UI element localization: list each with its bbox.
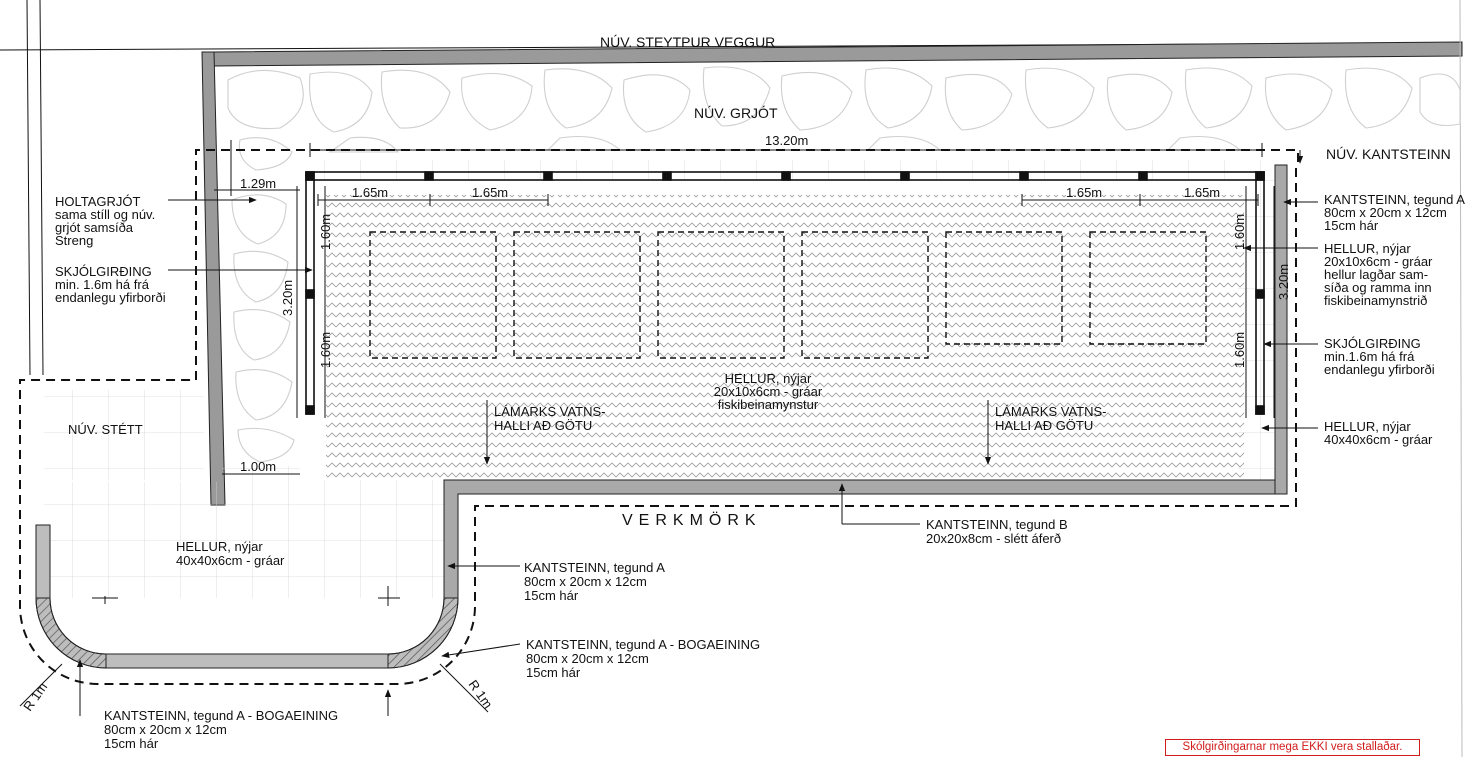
left-offset-dim: 1.29m xyxy=(240,176,277,191)
hellur-right-top-line-4: síða og ramma inn xyxy=(1324,280,1432,295)
holtagrjot-line-1: HOLTAGRJÓT xyxy=(55,194,141,209)
kant-a-bogi-right-line-1: KANTSTEINN, tegund A - BOGAEINING xyxy=(526,637,761,652)
paving-herringbone xyxy=(326,195,1244,480)
hellur-center-label xyxy=(714,371,823,412)
slope-1-line-2: HALLI AÐ GÖTU xyxy=(494,418,593,433)
slope-2-line-2: HALLI AÐ GÖTU xyxy=(995,418,1094,433)
shelter-left-line-3: endanlegu yfirborði xyxy=(55,290,166,305)
hellur-right-bottom-line-2: 40x40x6cm - gráar xyxy=(1324,432,1433,447)
fence-warning-note: Skólgirðingarnar mega EKKI vera stallaðar. xyxy=(1165,739,1420,756)
bay-2-dim: 1.65m xyxy=(472,185,509,200)
right-upper-dim: 1.60m xyxy=(1232,213,1247,250)
kant-a-top-line-1: KANTSTEINN, tegund A xyxy=(1324,192,1465,207)
kant-b-line-1: KANTSTEINN, tegund B xyxy=(926,517,1068,532)
stones-label: NÚV. GRJÓT xyxy=(694,105,778,121)
shelter-right-line-1: SKJÓLGIRÐING xyxy=(1324,336,1421,351)
shelter-right-line-3: endanlegu yfirborði xyxy=(1324,362,1435,377)
kant-b-line-2: 20x20x8cm - slétt áferð xyxy=(926,531,1062,546)
right-lower-dim: 1.60m xyxy=(1232,331,1247,368)
radius-right-dim: R 1m xyxy=(465,677,496,712)
hellur-right-top-line-3: hellur lagðar sam- xyxy=(1324,267,1429,282)
kant-a-bogi-bottom-label xyxy=(104,708,338,751)
kant-a-top-line-2: 80cm x 20cm x 12cm xyxy=(1324,205,1447,220)
shelter-right-label xyxy=(1324,336,1435,377)
holtagrjot-line-3: grjót samsíða xyxy=(55,220,134,235)
kant-a-mid-line-3: 15cm hár xyxy=(524,588,579,603)
bay-3-dim: 1.65m xyxy=(1066,185,1103,200)
shelter-left-line-2: min. 1.6m há frá xyxy=(55,277,149,292)
slope-1-line-1: LÁMARKS VATNS- xyxy=(494,404,606,419)
paving-40x40-bottom xyxy=(44,466,444,598)
kant-a-bogi-right-line-2: 80cm x 20cm x 12cm xyxy=(526,651,649,666)
kant-a-top-line-3: 15cm hár xyxy=(1324,218,1379,233)
paving-40x40-top-strip xyxy=(306,160,1276,180)
shelter-left-line-1: SKJÓLGIRÐING xyxy=(55,264,152,279)
slope-1-label xyxy=(494,404,605,433)
bay-1-dim: 1.65m xyxy=(352,185,389,200)
hellur-right-top-line-5: fiskibeinamynstrið xyxy=(1324,293,1428,308)
kant-a-bogi-right-label xyxy=(526,637,760,680)
kant-a-mid-line-2: 80cm x 20cm x 12cm xyxy=(524,574,647,589)
hellur-right-bottom-label xyxy=(1324,419,1433,447)
hellur-bottom-line-1: HELLUR, nýjar xyxy=(176,539,263,554)
work-boundary-label: VERKMÖRK xyxy=(622,512,762,529)
kant-a-mid-label xyxy=(524,560,665,603)
right-height-dim: 3.20m xyxy=(1276,263,1291,300)
hellur-right-top-line-1: HELLUR, nýjar xyxy=(1324,241,1411,256)
holtagrjot-label xyxy=(55,194,155,248)
shelter-left-label xyxy=(55,264,166,305)
hellur-right-top-line-2: 20x10x6cm - gráar xyxy=(1324,254,1433,269)
slope-2-label xyxy=(995,404,1106,433)
wall-label: NÚV. STEYTPUR VEGGUR xyxy=(600,34,776,50)
hellur-center-line-2: 20x10x6cm - gráar xyxy=(713,384,823,399)
kant-a-mid-line-1: KANTSTEINN, tegund A xyxy=(524,560,665,575)
holtagrjot-line-4: Streng xyxy=(55,233,94,248)
shelter-right-line-2: min.1.6m há frá xyxy=(1324,349,1415,364)
kant-a-bogi-right-line-3: 15cm hár xyxy=(526,665,581,680)
kant-a-bogi-bottom-line-2: 80cm x 20cm x 12cm xyxy=(104,722,227,737)
left-lower-dim: 1.60m xyxy=(318,331,333,368)
holtagrjot-line-2: sama stíll og núv. xyxy=(55,207,156,222)
bay-4-dim: 1.65m xyxy=(1184,185,1221,200)
hellur-right-top-label xyxy=(1324,241,1433,308)
sidewalk-label: NÚV. STÉTT xyxy=(68,422,143,437)
kant-a-top-label xyxy=(1324,192,1465,233)
left-upper-dim: 1.60m xyxy=(318,213,333,250)
hellur-center-line-3: fiskibeinamynstur xyxy=(717,397,819,412)
kant-a-bogi-bottom-line-3: 15cm hár xyxy=(104,736,159,751)
radius-left-dim: R 1m xyxy=(20,679,51,714)
total-length-dim: 13.20m xyxy=(765,133,809,148)
kant-a-bogi-bottom-line-1: KANTSTEINN, tegund A - BOGAEINING xyxy=(104,708,339,723)
bottom-strip-dim: 1.00m xyxy=(240,459,277,474)
hellur-bottom-line-2: 40x40x6cm - gráar xyxy=(176,553,285,568)
slope-2-line-1: LÁMARKS VATNS- xyxy=(995,404,1107,419)
hellur-right-bottom-line-1: HELLUR, nýjar xyxy=(1324,419,1411,434)
left-height-dim: 3.20m xyxy=(280,279,295,316)
curb-existing-label: NÚV. KANTSTEINN xyxy=(1326,146,1451,162)
kant-b-label xyxy=(926,517,1068,546)
hellur-center-line-1: HELLUR, nýjar xyxy=(724,371,812,386)
